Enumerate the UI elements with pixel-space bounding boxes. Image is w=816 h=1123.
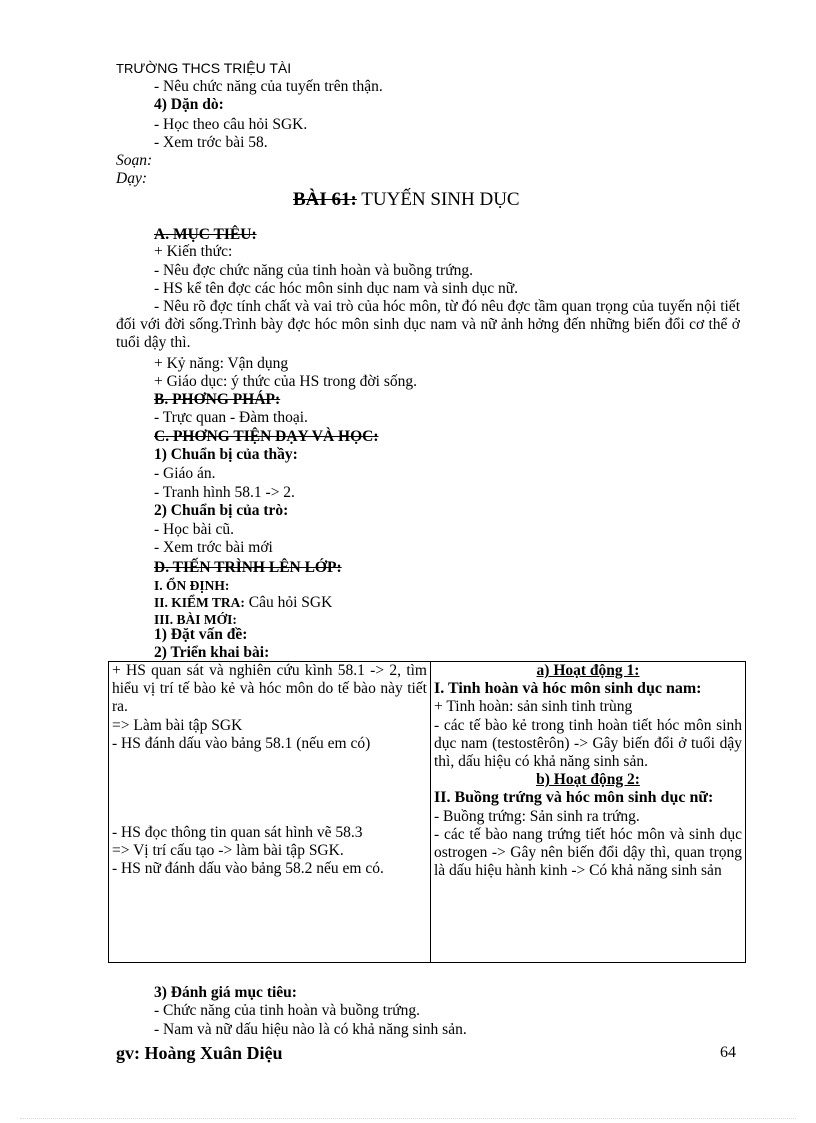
lesson-title bbox=[293, 189, 520, 211]
lesson-name: TUYẾN SINH DỤC bbox=[356, 189, 520, 210]
student-activity: => Vị trí cấu tạo -> làm bài tập SGK. bbox=[112, 842, 344, 860]
method-text: - Trực quan - Đàm thoại. bbox=[154, 409, 308, 426]
school-rest: ƯỜNG THCS TRIỆU TÀI bbox=[133, 60, 292, 76]
homework-item: - Học theo câu hỏi SGK. bbox=[154, 116, 308, 133]
content-item: + Tinh hoàn: sản sinh tinh trùng bbox=[434, 698, 633, 716]
teacher-prep-heading: 1) Chuẩn bị của thầy: bbox=[154, 446, 298, 463]
school-prefix: TR bbox=[116, 61, 134, 76]
step-intro: 1) Đặt vấn đề: bbox=[154, 626, 248, 643]
activity-heading: a) Hoạt động 1: bbox=[536, 662, 640, 679]
student-prep-item: - Xem trớc bài mới bbox=[154, 539, 273, 556]
teacher-prep-item: - Giáo án. bbox=[154, 465, 216, 482]
activity-heading: b) Hoạt động 2: bbox=[536, 771, 640, 789]
homework-item: - Xem trớc bài 58. bbox=[154, 134, 268, 151]
day-label: Dạy: bbox=[116, 170, 147, 187]
activity-table bbox=[108, 661, 746, 963]
section-heading: II. Buồng trứng và hóc môn sinh dục nữ: bbox=[434, 789, 714, 807]
teacher-name: gv: Hoàng Xuân Diệu bbox=[116, 1043, 283, 1063]
homework-heading: 4) Dặn dò: bbox=[154, 96, 224, 113]
soan-label: Soạn: bbox=[116, 152, 153, 169]
prev-line: - Nêu chức năng của tuyến trên thận. bbox=[154, 78, 383, 95]
knowledge-label: + Kiến thức: bbox=[154, 243, 233, 260]
page-number: 64 bbox=[720, 1044, 736, 1061]
objective-item: - Nêu đợc chức năng của tinh hoàn và buồng trứng. bbox=[154, 262, 473, 279]
step-develop: 2) Triển khai bài: bbox=[154, 644, 270, 661]
section-heading: I. Tinh hoàn và hóc môn sinh dục nam: bbox=[434, 680, 702, 698]
objective-item: - HS kể tên đợc các hóc môn sinh dục nam và sinh dục nữ. bbox=[154, 280, 518, 297]
student-activity: - HS nữ đánh dấu vào bảng 58.2 nếu em có. bbox=[112, 860, 384, 878]
step-new-lesson: III. BÀI MỚI: bbox=[154, 612, 237, 627]
evaluation-heading: 3) Đánh giá mục tiêu: bbox=[154, 984, 297, 1001]
student-activities-cell bbox=[109, 662, 431, 963]
content-cell bbox=[431, 662, 746, 963]
page-bottom-rule bbox=[20, 1118, 796, 1119]
step-check-label: II. KIỂM TRA: bbox=[154, 595, 245, 610]
student-activity: - HS đánh dấu vào bảng 58.1 (nếu em có) bbox=[112, 734, 371, 752]
student-activity: - HS đọc thông tin quan sát hình vẽ 58.3 bbox=[112, 824, 363, 842]
process-heading: D. TIẾN TRÌNH LÊN LỚP: bbox=[154, 559, 342, 576]
step-stabilize: I. ỔN ĐỊNH: bbox=[154, 578, 230, 593]
education-line: + Giáo dục: ý thức của HS trong đời sống. bbox=[154, 373, 417, 390]
method-heading: B. PHƠNG PHÁP: bbox=[154, 391, 281, 408]
step-check bbox=[154, 594, 332, 612]
student-activity: => Làm bài tập SGK bbox=[112, 716, 243, 734]
teacher-prep-item: - Tranh hình 58.1 -> 2. bbox=[154, 484, 295, 501]
objective-paragraph: - Nêu rõ đợc tính chất và vai trò của hóc môn, từ đó nêu đợc tầm quan trọng của tuyến nội tiết đối với đời sống.Trình bày đợc hóc môn sinh dục nam và nữ ảnh hởng đến những biến đổi cơ thể ở tuổi dậy thì. bbox=[116, 298, 740, 351]
evaluation-item: - Chức năng của tinh hoàn và buồng trứng. bbox=[154, 1002, 421, 1019]
objectives-heading: A. MỤC TIÊU: bbox=[154, 226, 257, 243]
student-activity: + HS quan sát và nghiên cứu kình 58.1 -> 2, tìm hiểu vị trí tế bào kẻ và hóc môn do tế bào này tiết ra. bbox=[112, 662, 427, 716]
school-name bbox=[116, 60, 291, 76]
step-check-text: Câu hỏi SGK bbox=[244, 594, 333, 611]
skill-line: + Kỷ năng: Vận dụng bbox=[154, 355, 289, 372]
student-prep-item: - Học bài cũ. bbox=[154, 521, 235, 538]
content-item: - Buồng trứng: Sản sinh ra trứng. bbox=[434, 807, 640, 825]
student-prep-heading: 2) Chuẩn bị của trò: bbox=[154, 502, 289, 519]
evaluation-item: - Nam và nữ dấu hiệu nào là có khả năng sinh sản. bbox=[154, 1021, 467, 1038]
content-item: - các tế bào kẻ trong tinh hoàn tiết hóc môn sinh dục nam (testostêrôn) -> Gây biến đổi ở tuổi dậy thì, dấu hiệu có khả năng sinh sản. bbox=[434, 716, 742, 771]
content-item: - các tế bào nang trứng tiết hóc môn và sinh dục ostrogen -> Gây nên biến đổi dậy thì, quan trọng là dấu hiệu hành kinh -> Có khả năng sinh sản bbox=[434, 825, 742, 880]
lesson-label: BÀI 61: bbox=[293, 189, 357, 210]
means-heading: C. PHƠNG TIỆN DẠY VÀ HỌC: bbox=[154, 428, 379, 445]
